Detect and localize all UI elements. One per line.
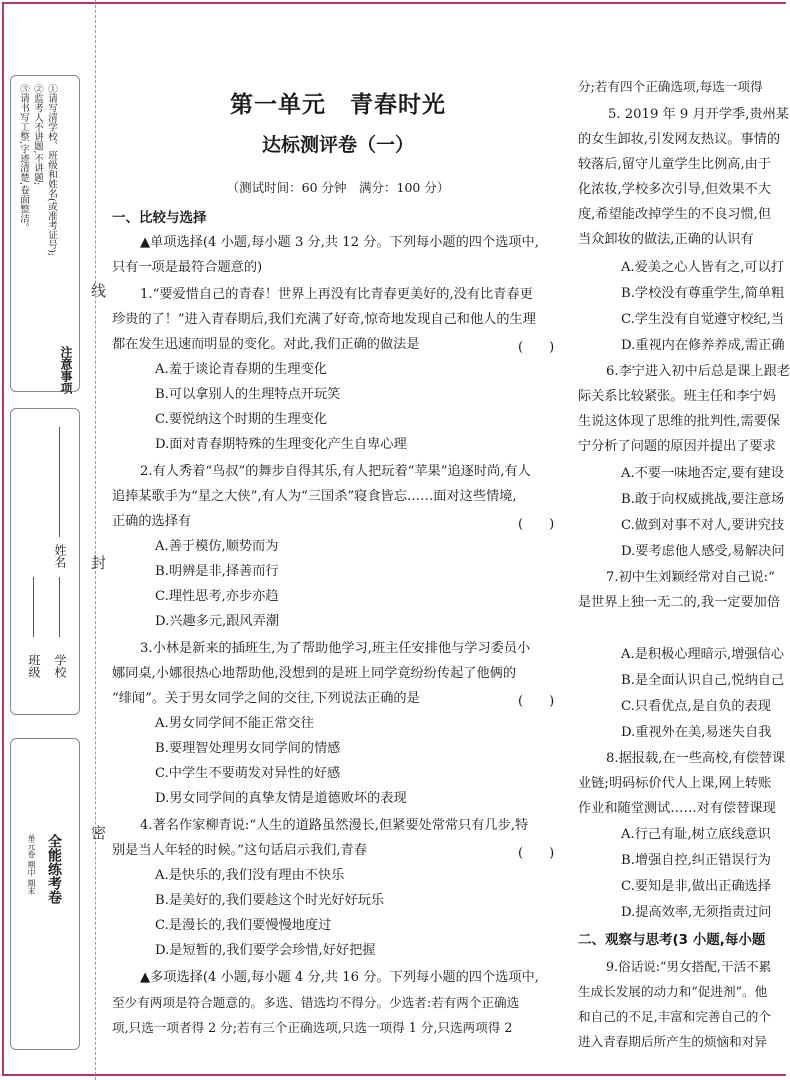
question-text: 4.著名作家柳青说:“人生的道路虽然漫长,但紧要处常常只有几步,特 bbox=[140, 818, 529, 833]
question-text: 正确的选择有 bbox=[112, 514, 192, 529]
option: C.做到对事不对人,要讲究技 bbox=[621, 518, 785, 533]
question-text: 宁分析了问题的原因并提出了要求 bbox=[578, 439, 776, 454]
question-text: 和自己的不足,丰富和完善自己的个 bbox=[578, 1009, 771, 1024]
answer-blank: ( ) bbox=[518, 517, 555, 532]
question-text: 进入青春期后所产生的烦恼和对异 bbox=[578, 1034, 767, 1049]
seal-char-seal: 封 bbox=[89, 555, 107, 570]
test-info: （测试时间：60 分钟 满分：100 分） bbox=[226, 180, 450, 195]
option: B.是全面认识自己,悦纳自己 bbox=[621, 673, 785, 688]
option: B.敢于向权威挑战,要注意场 bbox=[621, 492, 785, 507]
question-text: 作业和随堂测试……对有偿替课现 bbox=[578, 801, 776, 816]
school-underline bbox=[59, 577, 60, 637]
question-text: 娜同桌,小娜很热心地帮助他,没想到的是班上同学竟纷纷传起了他俩的 bbox=[112, 666, 517, 681]
question-text: 9.俗话说:“男女搭配,干活不累 bbox=[606, 959, 772, 974]
option: D.面对青春期特殊的生理变化产生自卑心理 bbox=[155, 437, 407, 452]
option: A.不要一味地否定,要有建设 bbox=[621, 466, 784, 481]
class-label: 班级 bbox=[27, 654, 41, 678]
option: C.是漫长的,我们要慢慢地度过 bbox=[155, 918, 332, 933]
option: C.中学生不要萌发对异性的好感 bbox=[155, 766, 341, 781]
unit-title: 第一单元 青春时光 bbox=[230, 92, 446, 118]
option: D.重视内在修养养成,需正确 bbox=[621, 338, 785, 353]
option: A.爱美之心人皆有之,可以打 bbox=[621, 260, 784, 275]
option: D.提高效率,无须指责过问 bbox=[621, 905, 772, 920]
option: C.要知是非,做出正确选择 bbox=[621, 879, 771, 894]
question-text: 6.李宁进入初中后总是课上跟老 bbox=[606, 364, 790, 379]
seal-char-secret: 密 bbox=[89, 825, 107, 840]
name-underline bbox=[59, 427, 60, 537]
instruction-line: 只有一项是最符合题意的) bbox=[112, 260, 263, 275]
answer-blank: ( ) bbox=[518, 340, 555, 355]
instruction-line: ▲多项选择(4 小题,每小题 4 分,共 16 分。下列每小题的四个选项中, bbox=[140, 970, 539, 985]
student-info-box bbox=[10, 408, 80, 715]
instruction-line: 项,只选一项者得 2 分;若有三个正确选项,只选一项得 1 分,只选两项得 2 bbox=[112, 1020, 513, 1035]
option: A.是快乐的,我们没有理由不快乐 bbox=[155, 868, 345, 883]
right-column bbox=[578, 0, 790, 1080]
notice-item-1: ①请写清学校、班级和姓名(或准考证号); bbox=[46, 84, 57, 257]
instruction-line: ▲单项选择(4 小题,每小题 3 分,共 12 分。下列每小题的四个选项中, bbox=[140, 235, 539, 250]
option: A.羞于谈论青春期的生理变化 bbox=[155, 362, 327, 377]
brand-name: 全能练考卷 bbox=[46, 834, 62, 904]
class-underline bbox=[33, 577, 34, 637]
notice-title: 注意事项 bbox=[59, 346, 73, 394]
brand-subtitle: 单元卷 期中 期末 bbox=[27, 834, 36, 896]
question-text: 当众卸妆的做法,正确的认识有 bbox=[578, 232, 754, 247]
seal-char-line: 线 bbox=[89, 283, 107, 298]
option: A.善于模仿,顺势而为 bbox=[155, 539, 279, 554]
question-text: 别是当人年轻的时候。”这句话启示我们,青春 bbox=[112, 843, 367, 858]
name-label: 姓名 bbox=[53, 544, 67, 568]
option: C.理性思考,亦步亦趋 bbox=[155, 589, 279, 604]
cut-line bbox=[95, 0, 96, 1080]
question-text: 5. 2019 年 9 月开学季,贵州某 bbox=[608, 107, 789, 122]
notice-item-3: ③请书写工整,字迹清楚,卷面整洁。 bbox=[18, 84, 29, 233]
answer-blank: ( ) bbox=[518, 846, 555, 861]
brand-box bbox=[10, 738, 80, 1050]
option: B.增强自控,纠正错误行为 bbox=[621, 853, 771, 868]
left-binding-margin bbox=[0, 0, 90, 1080]
question-text: 生说这体现了思维的批判性,需要保 bbox=[578, 414, 781, 429]
option: B.明辨是非,择善而行 bbox=[155, 564, 279, 579]
question-text: 都在发生迅速而明显的变化。对此,我们正确的做法是 bbox=[112, 337, 420, 352]
option: B.学校没有尊重学生,简单粗 bbox=[621, 286, 785, 301]
question-text: 是世界上独一无二的,我一定要加倍 bbox=[578, 595, 781, 610]
section-heading-2: 二、观察与思考(3 小题,每小题 bbox=[578, 932, 766, 948]
question-text: 化浓妆,学校多次引导,但效果不大 bbox=[578, 182, 772, 197]
option: D.兴趣多元,跟风弄潮 bbox=[155, 614, 279, 629]
option: D.是短暂的,我们要学会珍惜,好好把握 bbox=[155, 943, 376, 958]
notice-item-2: ②监考人不讲题,不讲题; bbox=[32, 84, 43, 186]
option: B.可以拿别人的生理特点开玩笑 bbox=[155, 387, 341, 402]
option: C.要悦纳这个时期的生理变化 bbox=[155, 412, 328, 427]
answer-blank: ( ) bbox=[518, 694, 555, 709]
question-text: 珍贵的了！”进入青春期后,我们充满了好奇,惊奇地发现自己和他人的生理 bbox=[112, 312, 536, 327]
option: C.只看优点,是自负的表现 bbox=[621, 699, 771, 714]
option: C.学生没有自觉遵守校纪,当 bbox=[621, 312, 785, 327]
instruction-line: 至少有两项是符合题意的。多选、错选均不得分。少选者:若有两个正确选 bbox=[112, 995, 520, 1010]
question-text: 8.据报载,在一些高校,有偿替课 bbox=[606, 751, 786, 766]
paper-title: 达标测评卷（一） bbox=[261, 134, 414, 156]
question-text: 2.有人秀着“鸟叔”的舞步自得其乐,有人把玩着“苹果”追逐时尚,有人 bbox=[140, 464, 531, 479]
question-text: 生成长发展的动力和“促进剂”。他 bbox=[578, 984, 768, 999]
option: B.是美好的,我们要趁这个时光好好玩乐 bbox=[155, 893, 385, 908]
question-text: 7.初中生刘颖经常对自己说:“ bbox=[606, 570, 775, 585]
school-label: 学校 bbox=[53, 654, 67, 678]
question-text: 的女生卸妆,引发网友热议。事情的 bbox=[578, 132, 781, 147]
question-text: “绯闻”。关于男女同学之间的交往,下列说法正确的是 bbox=[112, 691, 420, 706]
question-text: 较落后,留守儿童学生比例高,由于 bbox=[578, 157, 772, 172]
question-text: 追捧某歌手为“星之大侠”,有人为“三国杀”寝食皆忘……面对这些情境, bbox=[112, 489, 517, 504]
section-heading-1: 一、比较与选择 bbox=[112, 210, 207, 226]
option: D.要考虑他人感受,易解决问 bbox=[621, 544, 785, 559]
option: D.男女同学间的真挚友情是道德败坏的表现 bbox=[155, 791, 407, 806]
instruction-line: 分;若有四个正确选项,每选一项得 bbox=[578, 79, 763, 94]
question-text: 1.“要爱惜自己的青春！世界上再没有比青春更美好的,没有比青春更 bbox=[140, 287, 533, 302]
question-text: 业链;明码标价代人上课,网上转账 bbox=[578, 776, 772, 791]
question-text: 度,希望能改掉学生的不良习惯,但 bbox=[578, 207, 772, 222]
question-text: 际关系比较紧张。班主任和李宁妈 bbox=[578, 389, 776, 404]
option: A.是积极心理暗示,增强信心 bbox=[621, 647, 784, 662]
option: B.要理智处理男女同学间的情感 bbox=[155, 741, 341, 756]
option: A.男女同学间不能正常交往 bbox=[155, 716, 314, 731]
option: A.行己有耻,树立底线意识 bbox=[621, 827, 771, 842]
question-text: 3.小林是新来的插班生,为了帮助他学习,班主任安排他与学习委员小 bbox=[140, 641, 531, 656]
option: D.重视外在美,易迷失自我 bbox=[621, 725, 772, 740]
notice-box bbox=[10, 75, 80, 392]
